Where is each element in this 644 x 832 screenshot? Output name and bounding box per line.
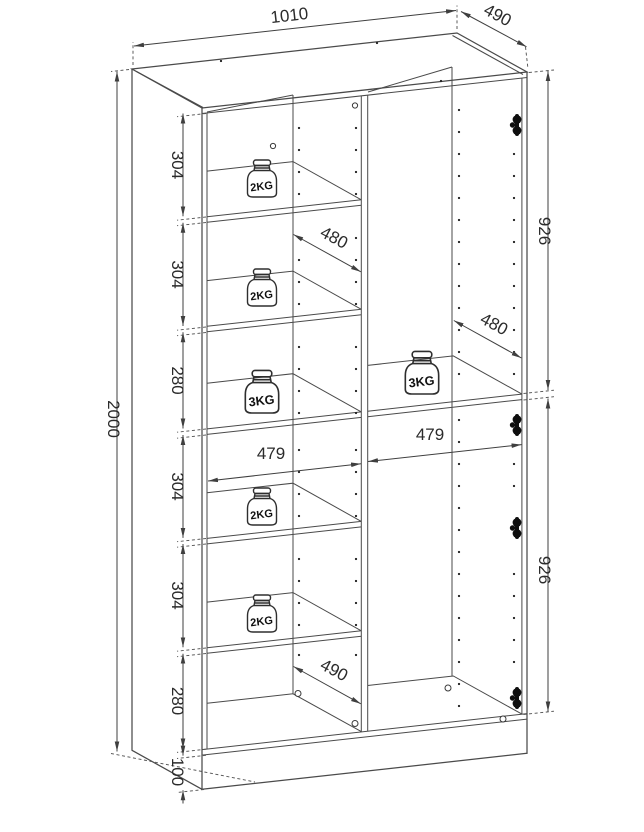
weight-label: 2KG: [249, 288, 274, 304]
dim-section-2-label: 304: [168, 260, 187, 289]
dim-plinth-label: 100: [168, 757, 187, 787]
weight-label: 2KG: [249, 614, 274, 630]
dim-inner-width-right-label: 479: [415, 425, 445, 444]
weight-label: 3KG: [247, 392, 276, 410]
hinge-icon-2: [510, 414, 522, 436]
weight-icon-3kg-1: [245, 370, 278, 413]
hinge-icons: [510, 114, 522, 709]
dim-section-5-label: 304: [168, 581, 187, 610]
weight-label: 2KG: [249, 507, 274, 523]
bottom-panel: [207, 676, 522, 732]
hinge-icon-4: [510, 687, 522, 709]
dim-section-6-label: 280: [168, 686, 187, 716]
hinge-icon-1: [510, 114, 522, 136]
dim-section-3-label: 280: [168, 366, 187, 395]
dim-overall-width-label: 1010: [269, 3, 310, 28]
dim-shelf-depth-right-label: 480: [477, 309, 512, 340]
weight-icon-2kg-3: [248, 488, 277, 525]
weight-icon-2kg-4: [248, 595, 277, 632]
dim-overall-height-label: 2000: [104, 400, 123, 438]
dim-section-4-label: 304: [168, 472, 187, 501]
weight-icon-2kg-2: [248, 269, 277, 306]
right-column-shelf: [368, 356, 522, 417]
dimension-lines: [117, 11, 548, 804]
dim-right-upper-label: 926: [535, 216, 554, 246]
weight-icon-2kg-1: [248, 160, 277, 197]
dim-section-1-label: 304: [168, 150, 187, 180]
dim-right-lower-label: 926: [535, 555, 554, 585]
dim-overall-depth-label: 490: [480, 0, 515, 31]
dim-bottom-depth-label: 490: [317, 655, 352, 686]
weight-label: 2KG: [249, 179, 274, 195]
dim-inner-width-left-label: 479: [256, 444, 286, 463]
dimension-labels: [104, 0, 554, 786]
weight-label: 3KG: [407, 373, 436, 391]
dim-shelf-depth-left-label: 480: [317, 222, 352, 253]
hinge-icon-3: [510, 517, 522, 539]
